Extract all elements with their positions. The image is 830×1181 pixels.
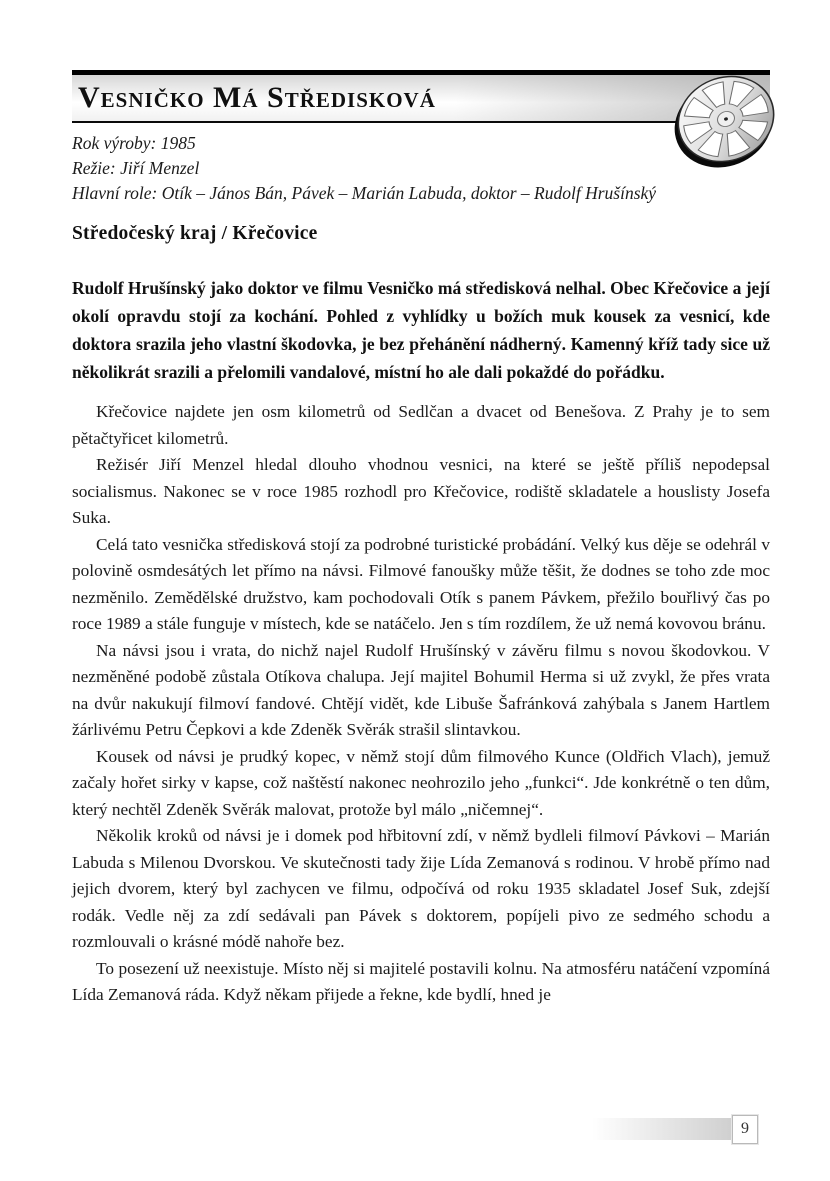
paragraph: Režisér Jiří Menzel hledal dlouho vhodnou vesnici, na které se ještě příliš nepodepsal socialismus. Nakonec se v roce 1985 rozhodl pro Křečovice, rodiště skladatele a houslisty Josefa Suka.	[72, 455, 770, 527]
section-heading: Středočeský kraj / Křečovice	[72, 223, 318, 244]
chapter-header	[72, 70, 770, 123]
page-title: Vesničko Má Středisková	[78, 81, 436, 114]
paragraph: Na návsi jsou i vrata, do nichž najel Rudolf Hrušínský v závěru filmu s novou škodovkou. V nezměněné podobě zůstala Otíkova chalupa. Její majitel Bohumil Herma si už zvykl, že přes vrata na dvůr nakukují filmoví fandové. Chtějí vidět, kde Libuše Šafránková zahýbala s Janem Hartlem žárlivému Petru Čepkovi a kde Zdeněk Svěrák strašil slintavkou.	[72, 640, 770, 739]
paragraph: Celá tato vesnička středisková stojí za podrobné turistické probádání. Velký kus děje se odehrál v polovině osmdesátých let přímo na návsi. Filmové fanoušky může těšit, že dodnes se toho zde moc nezměnilo. Zemědělské družstvo, kam pochodovali Otík s panem Pávkem, přežilo bouřlivý čas po roce 1989 a stále funguje v místech, kde se natáčelo. Jen s tím rozdílem, že už nemá kovovou bránu.	[72, 534, 770, 633]
body-text	[72, 399, 770, 1009]
page-number: 9	[732, 1115, 758, 1144]
page-content	[72, 70, 770, 1009]
paragraph: To posezení už neexistuje. Místo něj si majitelé postavili kolnu. Na atmosféru natáčení vzpomíná Lída Zemanová ráda. Když někam přijede a řekne, kde bydlí, hned je	[72, 958, 770, 1004]
footer-bar	[592, 1118, 757, 1140]
meta-line-cast: Hlavní role: Otík – János Bán, Pávek – Marián Labuda, doktor – Rudolf Hrušínský	[72, 183, 657, 203]
lead-paragraph: Rudolf Hrušínský jako doktor ve filmu Vesničko má středisková nelhal. Obec Křečovice a její okolí opravdu stojí za kochání. Pohled z vyhlídky u božích muk kousek za vesnicí, kde doktora srazila jeho vlastní škodovka, je bez přehánění nádherný. Kamenný kříž tady sice už několikrát srazili a přelomili vandalové, místní ho ale dali pokaždé do pořádku.	[72, 278, 770, 382]
paragraph: Křečovice najdete jen osm kilometrů od Sedlčan a dvacet od Benešova. Z Prahy je to sem pětačtyřicet kilometrů.	[72, 402, 770, 448]
meta-line-year: Rok výroby: 1985	[72, 133, 196, 153]
paragraph: Několik kroků od návsi je i domek pod hřbitovní zdí, v němž bydleli filmoví Pávkovi – Marián Labuda s Milenou Dvorskou. Ve skutečnosti tady žije Lída Zemanová s rodinou. V hrobě přímo nad jejich dvorem, který byl zachycen ve filmu, odpočívá od roku 1935 skladatel Josef Suk, zdejší rodák. Vedle něj za zdí sedávali pan Pávek s doktorem, popíjeli pivo ze sedmého schodu a rozmlouvali o krásné módě nahoře bez.	[72, 826, 770, 951]
paragraph: Kousek od návsi je prudký kopec, v němž stojí dům filmového Kunce (Oldřich Vlach), jemuž začaly hořet sirky v kapse, což naštěstí nakonec neohrozilo jeho „funkci“. Jde konkrétně o ten dům, který nechtěl Zdeněk Svěrák malovat, protože byl málo „ničemnej“.	[72, 746, 770, 819]
meta-line-director: Režie: Jiří Menzel	[72, 158, 200, 178]
film-reel-icon	[664, 69, 786, 171]
